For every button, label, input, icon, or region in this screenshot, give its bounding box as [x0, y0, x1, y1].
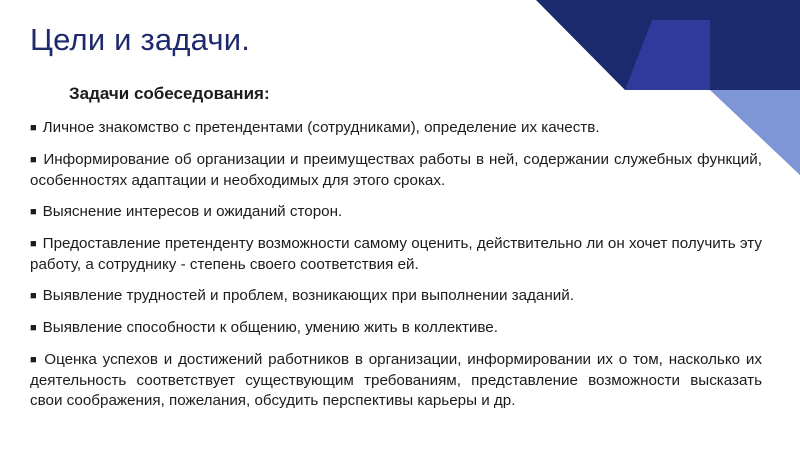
- square-bullet-icon: ■: [30, 238, 37, 250]
- list-item: [30, 234, 762, 275]
- list-item-text: Личное знакомство с претендентами (сотрудниками), определение их качеств.: [42, 119, 600, 136]
- square-bullet-icon: ■: [30, 154, 38, 166]
- list-item: [30, 202, 762, 223]
- square-bullet-icon: ■: [30, 354, 39, 366]
- list-item-text: Информирование об организации и преимуществах работы в ней, содержании служебных функций, особенностях адаптации и необходимых для этого сроках.: [30, 151, 762, 189]
- square-bullet-icon: ■: [30, 322, 37, 334]
- list-item: [30, 150, 762, 191]
- square-bullet-icon: ■: [30, 206, 37, 218]
- list-item-text: Выяснение интересов и ожиданий сторон.: [42, 203, 343, 220]
- list-item-text: Выявление способности к общению, умению жить в коллективе.: [42, 319, 498, 336]
- list-item-text: Выявление трудностей и проблем, возникающих при выполнении заданий.: [42, 287, 574, 304]
- corner-shape-navy-right: [710, 0, 800, 90]
- tasks-list: [30, 118, 762, 422]
- square-bullet-icon: ■: [30, 122, 37, 134]
- list-item-text: Оценка успехов и достижений работников в организации, информировании их о том, насколько их деятельность соответствует существующим требованиям, представление возможности высказать свои соображения, пожелания, обсудить перспективы карьеры и др.: [30, 351, 762, 409]
- list-item: [30, 286, 762, 307]
- slide-title: Цели и задачи.: [30, 22, 251, 57]
- list-item-text: Предоставление претенденту возможности самому оценить, действительно ли он хочет получить эту работу, а сотруднику - степень своего соответствия ей.: [30, 235, 762, 273]
- square-bullet-icon: ■: [30, 290, 37, 302]
- list-item: [30, 318, 762, 339]
- slide-subtitle: Задачи собеседования:: [69, 84, 270, 103]
- list-item: [30, 350, 762, 411]
- list-item: [30, 118, 762, 139]
